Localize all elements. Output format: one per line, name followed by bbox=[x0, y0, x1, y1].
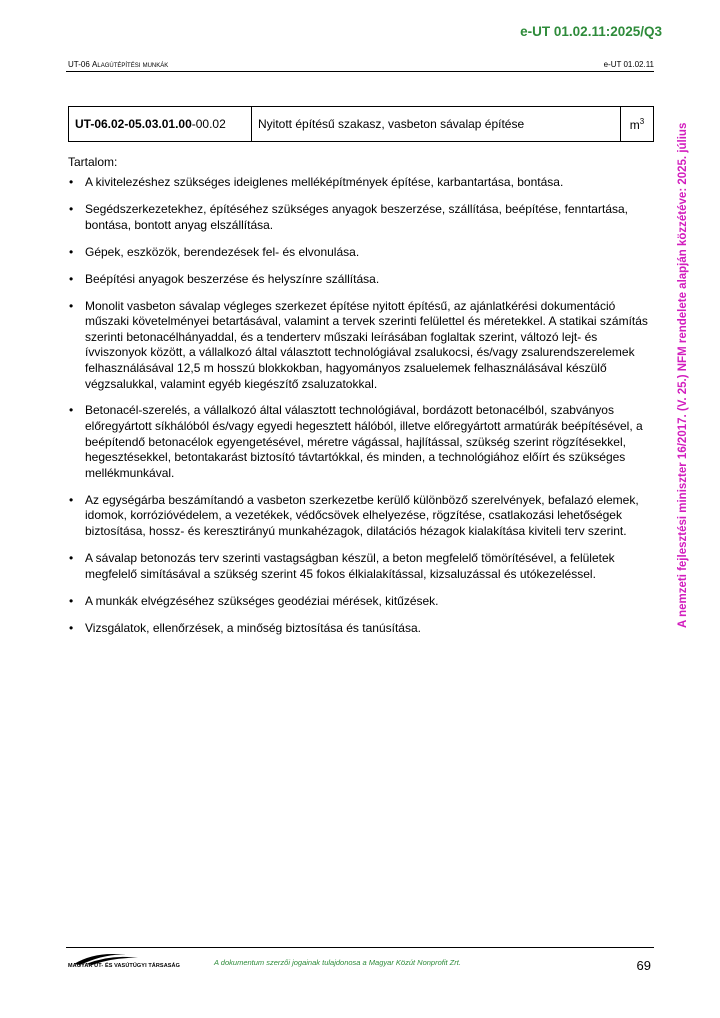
list-item: • Segédszerkezetekhez, építéséhez szükséges anyagok beszerzése, szállítása, beépítése, fenntartása, bontása, bontott anyag elszállítása. bbox=[68, 202, 648, 233]
road-rail-logo-icon bbox=[66, 949, 158, 973]
item-title-cell: Nyitott építésű szakasz, vasbeton sávalap építése bbox=[252, 107, 621, 142]
list-item: • Monolit vasbeton sávalap végleges szerkezet építése nyitott építésű, az ajánlatkérési dokumentáció műszaki követelményei betartásával, valamint a tervek szerinti felülettel és méretekkel. A statikai számítás szerinti betonacélhányaddal, és a tenderterv műszaki leírásában foglaltak szerint, változó lejt- és ívviszonyok között, a vállalkozó által választott technológiával zsalukocsi, és/vagy zsalurendszerelemek felhasználásával 12,5 m hosszú blokkokban, hagyományos zsaluelemek felhasználásával készülő végzsalukkal, valamint egyéb kiegészítő zsaluzatokkal. bbox=[68, 299, 648, 393]
content-label: Tartalom: bbox=[68, 155, 118, 169]
page-number: 69 bbox=[636, 958, 651, 973]
list-item: • Beépítési anyagok beszerzése és helyszínre szállítása. bbox=[68, 272, 648, 288]
section-title: Alagútépítési munkák bbox=[92, 60, 169, 69]
unit-base: m bbox=[629, 117, 640, 132]
item-row bbox=[69, 107, 654, 142]
content-bullet-list bbox=[68, 175, 648, 648]
list-item: • A munkák elvégzéséhez szükséges geodéziai mérések, kitűzések. bbox=[68, 594, 648, 610]
copyright-note: A dokumentum szerzői jogainak tulajdonosa a Magyar Közút Nonprofit Zrt. bbox=[214, 958, 461, 967]
item-code-bold: UT-06.02-05.03.01.00 bbox=[75, 117, 192, 131]
item-unit-cell bbox=[621, 107, 654, 142]
footer-divider bbox=[66, 947, 654, 948]
section-prefix: UT-06 bbox=[68, 60, 93, 69]
list-item: • Vizsgálatok, ellenőrzések, a minőség biztosítása és tanúsítása. bbox=[68, 621, 648, 637]
list-item: • A sávalap betonozás terv szerinti vastagságban készül, a beton megfelelő tömörítésével, a felületek megfelelő simításával a szükség szerint 45 fokos élkialakítással, kizsaluzással és utókezeléssel. bbox=[68, 551, 648, 582]
side-publication-note: A nemzeti fejlesztési miniszter 16/2017. (V. 25.) NFM rendelete alapján közzétéve: 2025. július bbox=[677, 122, 689, 628]
list-item: • A kivitelezéshez szükséges ideiglenes melléképítmények építése, karbantartása, bontása. bbox=[68, 175, 648, 191]
running-header-ref: e-UT 01.02.11 bbox=[603, 60, 654, 69]
item-code-cell bbox=[69, 107, 252, 142]
running-header-section bbox=[68, 60, 168, 69]
header-divider bbox=[66, 71, 654, 72]
item-table bbox=[68, 106, 654, 142]
list-item: • Gépek, eszközök, berendezések fel- és elvonulása. bbox=[68, 245, 648, 261]
item-code-suffix: -00.02 bbox=[191, 117, 226, 131]
document-code: e-UT 01.02.11:2025/Q3 bbox=[520, 24, 662, 39]
unit-exponent: 3 bbox=[639, 116, 645, 126]
list-item: • Az egységárba beszámítandó a vasbeton szerkezetbe kerülő különböző szerelvények, befalazó elemek, idomok, korrózióvédelem, a vezetékek, védőcsövek elhelyezése, rögzítése, csatlakozási lehetőségek biztosítása, hossz- és keresztirányú munkahézagok, dilatációs hézagok kialakítása kiviteli terv szerint. bbox=[68, 493, 648, 540]
list-item: • Betonacél-szerelés, a vállalkozó által választott technológiával, bordázott betonacélból, szabványos előregyártott síkhálóból és/vagy egyedi hegesztett hálóból, illetve előregyártott armatúrák beépítésével, a beépítendő betonacélok egyengetésével, méretre vágással, hajlítással, szükség szerint rögzítésekkel, hegesztésekkel, betontakarást biztosító távtartókkal, és minden, a technológiához előírt és szükséges mellékmunkával. bbox=[68, 403, 648, 481]
logo-text: MAGYAR ÚT- ÉS VASÚTÜGYI TÁRSASÁG bbox=[68, 963, 180, 969]
